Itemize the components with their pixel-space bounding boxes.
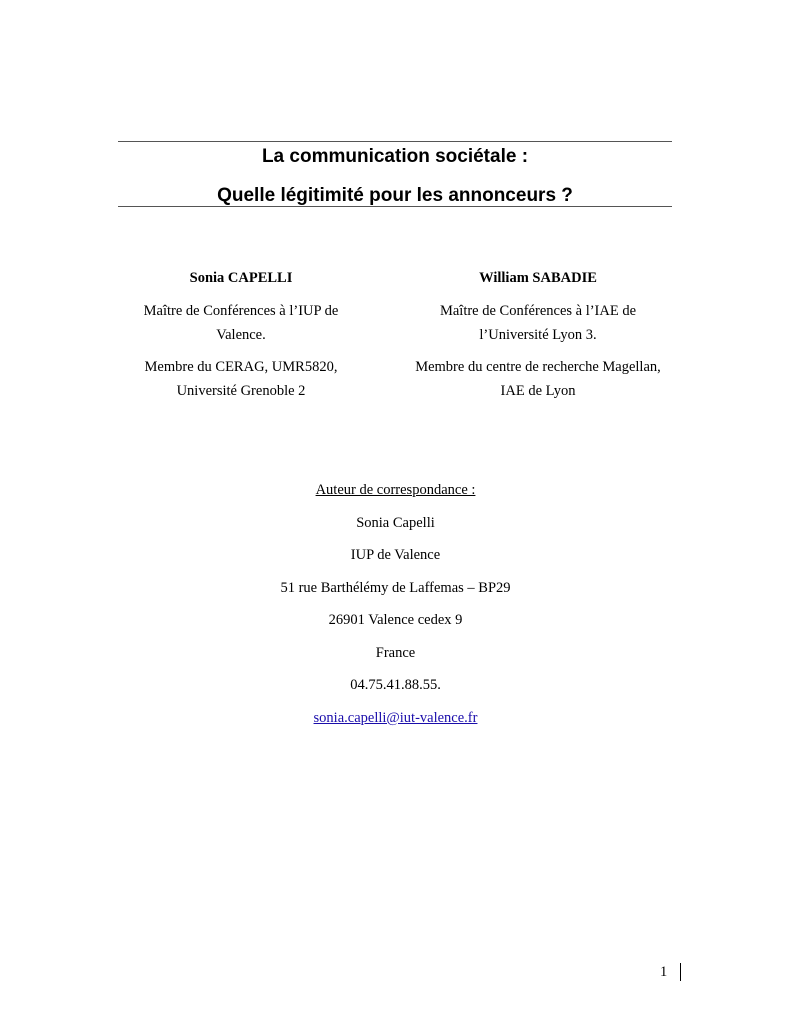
email-link[interactable]: sonia.capelli@iut-valence.fr (313, 709, 478, 726)
title-line-1: La communication sociétale : (261, 146, 529, 167)
author-affiliation (408, 355, 668, 403)
author-position-line: l’Université Lyon 3. (479, 327, 597, 343)
author-affiliation-line: IAE de Lyon (500, 383, 576, 399)
author-affiliation (111, 355, 371, 403)
title-line-2: Quelle légitimité pour les annonceurs ? (217, 185, 573, 206)
author-position-line: Valence. (216, 327, 266, 343)
correspondence-phone: 04.75.41.88.55. (350, 677, 441, 693)
correspondence-block (0, 480, 791, 740)
title-block (118, 141, 672, 207)
page-number-separator (680, 963, 681, 981)
author-position (111, 299, 371, 347)
author-column-right (408, 266, 668, 411)
page-number: 1 (660, 963, 668, 980)
author-affiliation-line: Membre du CERAG, UMR5820, (144, 359, 338, 375)
correspondence-heading: Auteur de correspondance : (315, 482, 476, 498)
author-position-line: Maître de Conférences à l’IUP de (143, 303, 339, 319)
correspondence-city: 26901 Valence cedex 9 (328, 612, 463, 628)
correspondence-name: Sonia Capelli (356, 514, 435, 531)
author-position-line: Maître de Conférences à l’IAE de (439, 303, 637, 319)
correspondence-country: France (375, 644, 416, 661)
correspondence-street: 51 rue Barthélémy de Laffemas – BP29 (280, 579, 511, 596)
page-footer (660, 962, 681, 982)
author-name: William SABADIE (479, 270, 597, 286)
correspondence-heading-row (0, 480, 791, 513)
author-affiliation-line: Université Grenoble 2 (176, 383, 306, 399)
correspondence-institution: IUP de Valence (350, 547, 441, 563)
author-column-left (111, 266, 371, 411)
correspondence-email-row (0, 708, 791, 741)
author-affiliation-line: Membre du centre de recherche Magellan, (415, 359, 661, 375)
author-position (408, 299, 668, 347)
author-name: Sonia CAPELLI (189, 270, 293, 286)
